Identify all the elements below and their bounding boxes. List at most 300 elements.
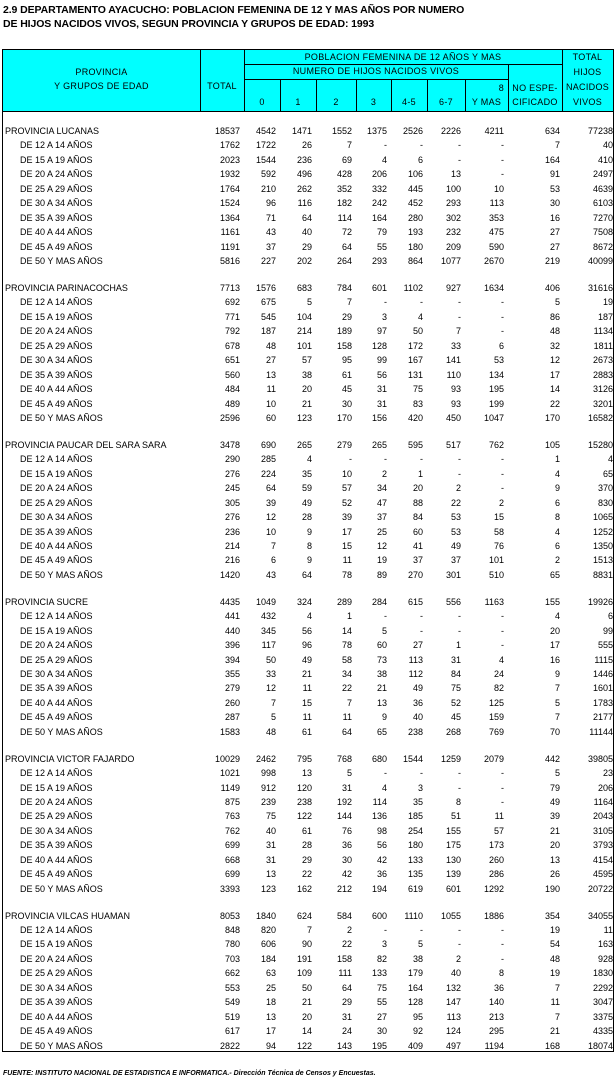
cell-value: 553	[224, 982, 240, 993]
cell-value: 213	[488, 1011, 504, 1022]
cell-value: 21	[301, 398, 312, 409]
age-group-row	[3, 624, 613, 638]
age-group-label: DE 25 A 29 AÑOS	[20, 968, 93, 979]
cell-value: 31616	[587, 282, 613, 293]
cell-value: 40	[412, 712, 423, 723]
cell-value: 10	[265, 398, 276, 409]
cell-value: -	[458, 311, 461, 322]
cell-value: -	[384, 768, 387, 779]
cell-value: 172	[407, 340, 423, 351]
cell-value: 497	[445, 1040, 461, 1051]
cell-value: 124	[445, 1026, 461, 1037]
province-row	[3, 438, 613, 452]
cell-value: 7	[554, 712, 560, 723]
province-name: PROVINCIA LUCANAS	[5, 126, 100, 136]
cell-value: 42	[376, 854, 387, 865]
cell-value: 180	[407, 840, 423, 851]
cell-value: 8	[498, 968, 504, 979]
cell-value: 6	[417, 154, 423, 165]
cell-value: 30	[376, 1026, 387, 1037]
cell-value: 699	[224, 869, 240, 880]
cell-value: 11	[342, 712, 352, 723]
cell-value: 105	[544, 439, 560, 450]
age-group-label: DE 20 A 24 AÑOS	[20, 953, 93, 964]
header-total-hijos-2: HIJOS	[573, 67, 602, 77]
cell-value: 60	[412, 526, 423, 537]
cell-value: 2	[455, 483, 461, 494]
cell-value: 82	[493, 683, 504, 694]
cell-value: 77238	[587, 126, 613, 136]
cell-value: 998	[260, 768, 276, 779]
cell-value: 3793	[592, 840, 613, 851]
cell-value: 8	[554, 512, 560, 522]
header-total-hijos-1: TOTAL	[572, 52, 603, 62]
cell-value: 21	[549, 1026, 560, 1037]
cell-value: 19	[549, 968, 560, 979]
cell-value: 5	[270, 712, 276, 723]
age-group-row	[3, 481, 613, 495]
cell-value: 239	[260, 797, 276, 807]
cell-value: 1	[346, 611, 352, 622]
cell-value: 20	[301, 384, 312, 394]
cell-value: 58	[341, 654, 352, 665]
cell-value: 50	[301, 982, 312, 993]
cell-value: 668	[224, 854, 240, 865]
cell-value: 130	[445, 854, 461, 865]
cell-value: 771	[224, 311, 240, 322]
cell-value: 445	[407, 183, 423, 194]
age-group-label: DE 12 A 14 AÑOS	[20, 297, 93, 308]
cell-value: 264	[336, 256, 352, 267]
cell-value: 159	[488, 712, 504, 723]
cell-value: 140	[488, 997, 504, 1008]
cell-value: 4	[554, 526, 560, 537]
cell-value: 143	[336, 1040, 352, 1051]
cell-value: 155	[445, 825, 461, 836]
age-group-row	[3, 310, 613, 324]
cell-value: 17	[549, 640, 560, 650]
cell-value: 4211	[484, 126, 504, 136]
cell-value: 293	[445, 198, 461, 209]
age-group-label: DE 30 A 34 AÑOS	[20, 825, 93, 836]
cell-value: 1021	[219, 768, 240, 779]
cell-value: 2023	[219, 154, 240, 165]
age-group-row	[3, 167, 613, 181]
cell-value: 27	[376, 1011, 387, 1022]
cell-value: 52	[341, 497, 352, 508]
cell-value: 4	[554, 611, 560, 622]
cell-value: 9	[381, 712, 387, 723]
cell-value: 83	[412, 398, 423, 409]
cell-value: 13	[301, 768, 312, 779]
cell-value: 16582	[587, 412, 613, 423]
cell-value: 11	[266, 384, 276, 394]
cell-value: 125	[488, 697, 504, 708]
cell-value: 601	[371, 282, 387, 293]
cell-value: 5	[346, 768, 352, 779]
cell-value: 3	[381, 939, 387, 950]
cell-value: 53	[493, 355, 504, 366]
cell-value: 139	[445, 869, 461, 880]
cell-value: 147	[445, 997, 461, 1008]
cell-value: 56	[376, 369, 387, 380]
cell-value: -	[384, 611, 387, 622]
cell-value: 590	[488, 241, 504, 252]
cell-value: 158	[336, 953, 352, 964]
cell-value: 110	[446, 369, 461, 380]
cell-value: 12	[376, 540, 387, 551]
cell-value: 94	[265, 1040, 276, 1051]
cell-value: 170	[544, 412, 560, 423]
age-group-label: DE 12 A 14 AÑOS	[20, 611, 93, 622]
cell-value: 51	[450, 811, 461, 822]
cell-value: 2	[346, 925, 352, 935]
age-group-label: DE 30 A 34 AÑOS	[20, 198, 93, 209]
cell-value: 280	[407, 212, 423, 223]
cell-value: 9	[554, 483, 560, 494]
cell-value: 762	[488, 439, 504, 450]
cell-value: 21	[301, 997, 312, 1008]
cell-value: 769	[488, 726, 504, 737]
cell-value: 42	[341, 869, 352, 880]
age-group-label: DE 15 A 19 AÑOS	[20, 939, 93, 950]
cell-value: 227	[260, 256, 276, 267]
cell-value: 56	[301, 625, 312, 636]
cell-value: 3047	[592, 997, 613, 1008]
cell-value: 111	[338, 968, 352, 979]
cell-value: 302	[445, 212, 461, 223]
cell-value: 1350	[592, 540, 613, 551]
cell-value: 38	[412, 953, 423, 964]
cell-value: 3105	[592, 825, 613, 836]
cell-value: 31	[450, 654, 461, 665]
cell-value: 680	[371, 753, 387, 764]
cell-value: 545	[260, 311, 276, 322]
age-group-row	[3, 923, 613, 937]
cell-value: 441	[224, 611, 240, 622]
cell-value: 72	[341, 227, 352, 238]
cell-value: -	[458, 468, 461, 479]
cell-value: 286	[488, 869, 504, 880]
age-group-row	[3, 368, 613, 382]
cell-value: 63	[265, 968, 276, 979]
age-group-row	[3, 353, 613, 367]
age-group-label: DE 50 Y MAS AÑOS	[20, 569, 103, 580]
age-group-row	[3, 809, 613, 823]
cell-value: 21	[376, 683, 387, 694]
cell-value: -	[501, 768, 504, 779]
age-group-label: DE 20 A 24 AÑOS	[20, 326, 93, 337]
cell-value: 57	[301, 355, 312, 366]
cell-value: 40099	[587, 256, 613, 267]
cell-value: 58	[493, 526, 504, 537]
cell-value: 4	[417, 311, 423, 322]
cell-value: -	[501, 311, 504, 322]
cell-value: 1932	[219, 169, 240, 180]
cell-value: 6	[607, 611, 613, 622]
cell-value: 4	[607, 454, 613, 465]
cell-value: 232	[445, 227, 461, 238]
cell-value: 180	[407, 241, 423, 252]
cell-value: -	[458, 154, 461, 165]
cell-value: 5	[554, 697, 560, 708]
cell-value: 2	[554, 555, 560, 566]
cell-value: 9	[306, 526, 312, 537]
cell-value: -	[420, 140, 423, 151]
cell-value: 16	[549, 212, 560, 223]
age-group-row	[3, 667, 613, 681]
cell-value: 287	[224, 712, 240, 723]
cell-value: 11	[494, 811, 504, 822]
cell-value: 332	[371, 183, 387, 194]
cell-value: 40	[602, 140, 613, 151]
cell-value: 49	[549, 797, 560, 807]
cell-value: 95	[341, 355, 352, 366]
header-total: TOTAL	[207, 81, 237, 91]
province-name: PROVINCIA SUCRE	[5, 596, 89, 607]
age-group-label: DE 15 A 19 AÑOS	[20, 154, 93, 165]
cell-value: 406	[544, 282, 560, 293]
cell-value: 76	[341, 825, 352, 836]
age-group-row	[3, 196, 613, 210]
cell-value: 65	[602, 468, 613, 479]
cell-value: 4639	[592, 183, 613, 194]
cell-value: 20	[549, 840, 560, 851]
cell-value: 592	[260, 169, 276, 180]
cell-value: 34	[376, 483, 387, 494]
cell-value: 1764	[219, 183, 240, 194]
cell-value: 28	[301, 840, 312, 851]
age-group-row	[3, 696, 613, 710]
age-group-label: DE 45 A 49 AÑOS	[20, 712, 93, 723]
age-group-row	[3, 211, 613, 225]
cell-value: 100	[445, 183, 461, 194]
cell-value: 11	[550, 997, 560, 1008]
cell-value: 1420	[219, 569, 240, 580]
cell-value: 2079	[483, 753, 504, 764]
cell-value: 5	[306, 297, 312, 308]
cell-value: 699	[224, 840, 240, 851]
cell-value: 763	[224, 811, 240, 822]
age-group-label: DE 45 A 49 AÑOS	[20, 1026, 93, 1037]
cell-value: 830	[597, 497, 613, 508]
header-provincia: PROVINCIA	[75, 67, 128, 77]
age-group-row	[3, 182, 613, 196]
age-group-row	[3, 553, 613, 567]
province-name: PROVINCIA PARINACOCHAS	[5, 282, 128, 293]
cell-value: 875	[224, 797, 240, 807]
cell-value: 212	[336, 883, 352, 894]
cell-value: 79	[549, 782, 560, 793]
cell-value: 1471	[291, 126, 312, 136]
cell-value: 14	[301, 1026, 312, 1037]
cell-value: 1161	[220, 227, 240, 238]
age-group-row	[3, 609, 613, 623]
age-group-row	[3, 653, 613, 667]
cell-value: 254	[407, 825, 423, 836]
cell-value: 780	[224, 939, 240, 950]
cell-value: 114	[337, 212, 352, 223]
cell-value: 3375	[592, 1011, 613, 1022]
cell-value: 164	[407, 982, 423, 993]
province-row	[3, 124, 613, 138]
cell-value: 214	[296, 326, 312, 337]
cell-value: 49	[450, 540, 461, 551]
cell-value: 353	[488, 212, 504, 223]
cell-value: 17	[341, 526, 352, 537]
cell-value: 3126	[592, 384, 613, 394]
cell-value: 555	[597, 640, 613, 650]
cell-value: 848	[224, 925, 240, 935]
cell-value: 21	[301, 668, 312, 679]
cell-value: 1163	[484, 596, 504, 607]
age-group-row	[3, 952, 613, 966]
cell-value: 236	[224, 526, 240, 537]
cell-value: 40	[450, 968, 461, 979]
cell-value: -	[501, 782, 504, 793]
cell-value: 31	[376, 384, 387, 394]
cell-value: 55	[376, 997, 387, 1008]
cell-value: 1762	[219, 140, 240, 151]
cell-value: 762	[224, 825, 240, 836]
cell-value: 2226	[440, 126, 461, 136]
cell-value: 1634	[483, 282, 504, 293]
cell-value: -	[501, 326, 504, 337]
cell-value: -	[501, 140, 504, 151]
cell-value: 136	[371, 811, 387, 822]
cell-value: 114	[372, 797, 387, 807]
cell-value: 36	[493, 982, 504, 993]
cell-value: 192	[336, 797, 352, 807]
cell-value: 276	[224, 512, 240, 522]
cell-value: 615	[407, 596, 423, 607]
cell-value: 189	[336, 326, 352, 337]
cell-value: 3	[381, 311, 387, 322]
cell-value: 276	[224, 468, 240, 479]
cell-value: 1552	[331, 126, 352, 136]
cell-value: 144	[336, 811, 352, 822]
cell-value: 133	[407, 854, 423, 865]
cell-value: 4	[381, 154, 387, 165]
cell-value: 8672	[592, 241, 613, 252]
cell-value: 1364	[219, 212, 240, 223]
cell-value: 195	[488, 384, 504, 394]
cell-value: 158	[336, 340, 352, 351]
cell-value: 39	[549, 811, 560, 822]
cell-value: 210	[260, 183, 276, 194]
cell-value: 265	[371, 439, 387, 450]
cell-value: 606	[260, 939, 276, 950]
province-name: PROVINCIA VICTOR FAJARDO	[5, 753, 135, 764]
cell-value: 7	[346, 697, 352, 708]
age-group-row	[3, 339, 613, 353]
cell-value: 1	[554, 454, 560, 465]
cell-value: 185	[407, 811, 423, 822]
age-group-label: DE 15 A 19 AÑOS	[20, 782, 93, 793]
age-group-label: DE 25 A 29 AÑOS	[20, 183, 93, 194]
age-group-row	[3, 225, 613, 239]
cell-value: 60	[265, 412, 276, 423]
age-group-label: DE 50 Y MAS AÑOS	[20, 726, 103, 737]
cell-value: 206	[597, 782, 613, 793]
cell-value: 104	[296, 311, 312, 322]
cell-value: 6	[554, 540, 560, 551]
table-header	[2, 49, 614, 112]
cell-value: 517	[445, 439, 461, 450]
cell-value: 47	[376, 497, 387, 508]
cell-value: 4	[498, 654, 504, 665]
cell-value: 394	[224, 654, 240, 665]
cell-value: 1576	[255, 282, 276, 293]
cell-value: 675	[260, 297, 276, 308]
cell-value: 39	[341, 512, 352, 522]
cell-value: 173	[488, 840, 504, 851]
cell-value: 396	[224, 640, 240, 650]
cell-value: 106	[407, 169, 423, 180]
cell-value: 92	[412, 1026, 423, 1037]
title-line-1: 2.9 DEPARTAMENTO AYACUCHO: POBLACION FEMENINA DE 12 Y MAS AÑOS POR NUMERO	[3, 4, 465, 16]
cell-value: 184	[260, 953, 276, 964]
cell-value: -	[501, 454, 504, 465]
cell-value: 4	[306, 611, 312, 622]
age-group-row	[3, 295, 613, 309]
cell-value: -	[501, 625, 504, 636]
cell-value: 48	[549, 326, 560, 337]
cell-value: 1047	[483, 412, 504, 423]
cell-value: 1722	[255, 140, 276, 151]
cell-value: 5816	[219, 256, 240, 267]
age-group-label: DE 35 A 39 AÑOS	[20, 840, 93, 851]
cell-value: -	[501, 297, 504, 308]
cell-value: 784	[336, 282, 352, 293]
cell-value: 75	[376, 982, 387, 993]
cell-value: 6	[498, 340, 504, 351]
cell-value: 84	[450, 668, 461, 679]
cell-value: 27	[549, 227, 560, 238]
cell-value: 109	[296, 968, 312, 979]
age-group-row	[3, 525, 613, 539]
cell-value: 22	[301, 869, 312, 880]
cell-value: -	[384, 454, 387, 465]
cell-value: 440	[224, 625, 240, 636]
cell-value: 37	[265, 241, 276, 252]
age-group-label: DE 50 Y MAS AÑOS	[20, 883, 103, 894]
cell-value: 7	[270, 540, 276, 551]
cell-value: 75	[265, 811, 276, 822]
cell-value: 370	[597, 483, 613, 494]
cell-value: 556	[445, 596, 461, 607]
age-group-label: DE 40 A 44 AÑOS	[20, 384, 93, 394]
cell-value: 30	[341, 854, 352, 865]
cell-value: 1524	[219, 198, 240, 209]
cell-value: 32	[549, 340, 560, 351]
cell-value: 690	[260, 439, 276, 450]
cell-value: 91	[549, 169, 560, 180]
cell-value: 1830	[592, 968, 613, 979]
cell-value: 99	[602, 625, 613, 636]
cell-value: 175	[445, 840, 461, 851]
cell-value: 199	[488, 398, 504, 409]
age-group-label: DE 12 A 14 AÑOS	[20, 454, 93, 465]
cell-value: -	[501, 925, 504, 935]
cell-value: 8053	[219, 910, 240, 921]
age-group-label: DE 15 A 19 AÑOS	[20, 468, 93, 479]
cell-value: 1783	[592, 697, 613, 708]
cell-value: 595	[407, 439, 423, 450]
header-col-3: 3	[370, 97, 377, 107]
cell-value: 19926	[587, 596, 613, 607]
cell-value: 7	[270, 697, 276, 708]
